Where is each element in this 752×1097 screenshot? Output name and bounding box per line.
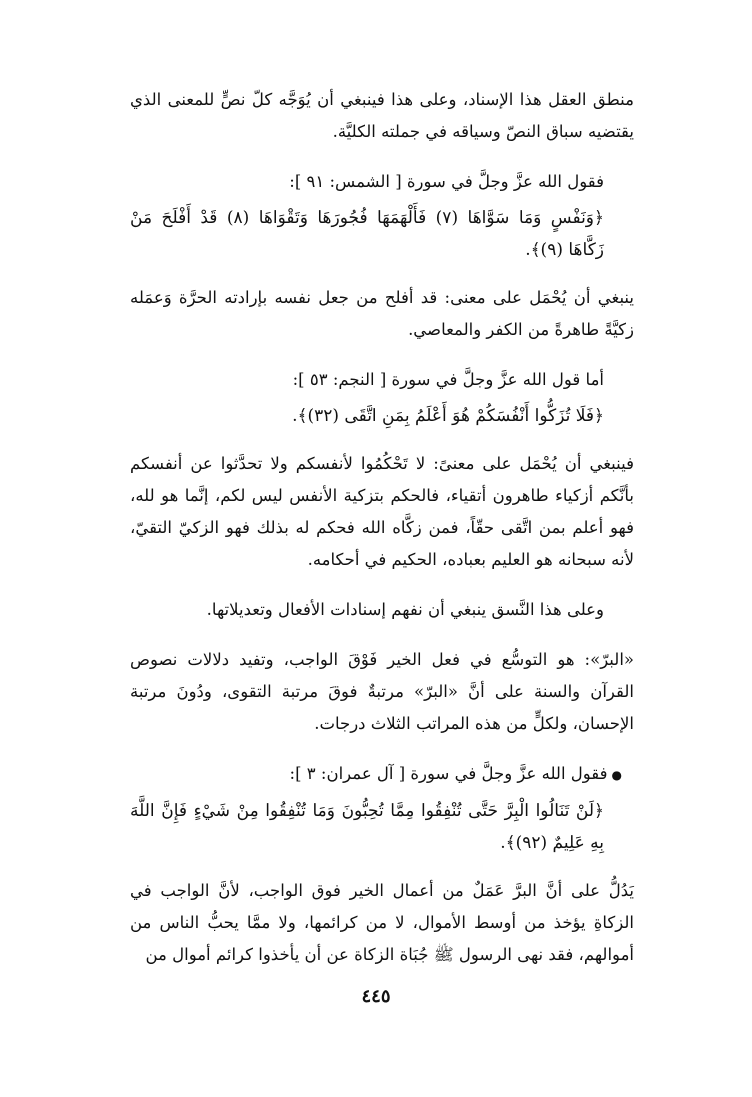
paragraph-birr-definition: «البرّ»: هو التوسُّع في فعل الخير فَوْقَ الواجب، وتفيد دلالات نصوص القرآن والسنة على أنَّ «البرّ» مرتبةٌ فوقَ مرتبة التقوى، ودُونَ مرتبة الإحسان، ولكلٍّ من هذه المراتب الثلاث درجات. bbox=[130, 650, 634, 733]
paragraph-imran-meaning: يَدُلُّ على أنَّ البرَّ عَمَلٌ من أعمال الخير فوق الواجب، لأنَّ الواجب في الزكاةِ يؤخذ من أوسط الأموال، لا من كرائمها، ولا ممَّا يحبُّ الناس من أموالهم، فقد نهى الرسول ﷺ جُبَاة الزكاة عن أن يأخذوا كرائم أموال من bbox=[130, 881, 634, 964]
paragraph-shams-intro: فقول الله عزَّ وجلَّ في سورة [ الشمس: ٩١ ]: bbox=[289, 172, 604, 191]
quran-verse-shams: ﴿وَنَفْسٍ وَمَا سَوَّاهَا (٧) فَأَلْهَمَهَا فُجُورَهَا وَتَقْوَاهَا (٨) قَدْ أَفْلَحَ مَنْ زَكَّاهَا (٩)﴾. bbox=[130, 208, 604, 260]
paragraph-method: وعلى هذا النَّسق ينبغي أن نفهم إسنادات الأفعال وتعديلاتها. bbox=[206, 600, 604, 619]
paragraph-najm-intro: أما قول الله عزَّ وجلَّ في سورة [ النجم: ٥٣ ]: bbox=[292, 370, 604, 389]
quran-verse-imran: ﴿لَنْ تَنَالُوا الْبِرَّ حَتَّى تُنْفِقُوا مِمَّا تُحِبُّونَ وَمَا تُنْفِقُوا مِنْ شَيْءٍ فَإِنَّ اللَّهَ بِهِ عَلِيمٌ (٩٢)﴾. bbox=[130, 801, 604, 853]
paragraph-imran-intro: ● فقول الله عزَّ وجلَّ في سورة [ آل عمران: ٣ ]: bbox=[130, 758, 622, 791]
paragraph-shams-meaning: ينبغي أن يُحْمَل على معنى: قد أفلح من جعل نفسه بإرادته الحرَّة وَعمَله زكيَّةً طاهرةً من الكفر والمعاصي. bbox=[130, 288, 634, 339]
paragraph-intro: منطق العقل هذا الإسناد، وعلى هذا فينبغي أن يُوَجَّه كلّ نصٍّ للمعنى الذي يقتضيه سباق النصّ وسياقه في جملته الكليَّة. bbox=[130, 90, 634, 141]
paragraph-najm-meaning: فينبغي أن يُحْمَل على معنىً: لا تَحْكُمُوا لأنفسكم ولا تحدَّثوا عن أنفسكم بأنَّكم أزكياء طاهرون أتقياء، فالحكم بتزكية الأنفس ليس لكم، إنَّما هو لله، فهو أعلم بمن اتَّقى حقّاً، فمن زكَّاه الله فحكم له بذلك فهو الزكيّ التقيّ، لأنه سبحانه هو العليم بعباده، الحكيم في أحكامه. bbox=[130, 454, 634, 569]
quran-verse-najm: ﴿فَلَا تُزَكُّوا أَنْفُسَكُمْ هُوَ أَعْلَمُ بِمَنِ اتَّقَى (٣٢)﴾. bbox=[292, 406, 604, 426]
page-number: ٤٤٥ bbox=[361, 986, 391, 1007]
